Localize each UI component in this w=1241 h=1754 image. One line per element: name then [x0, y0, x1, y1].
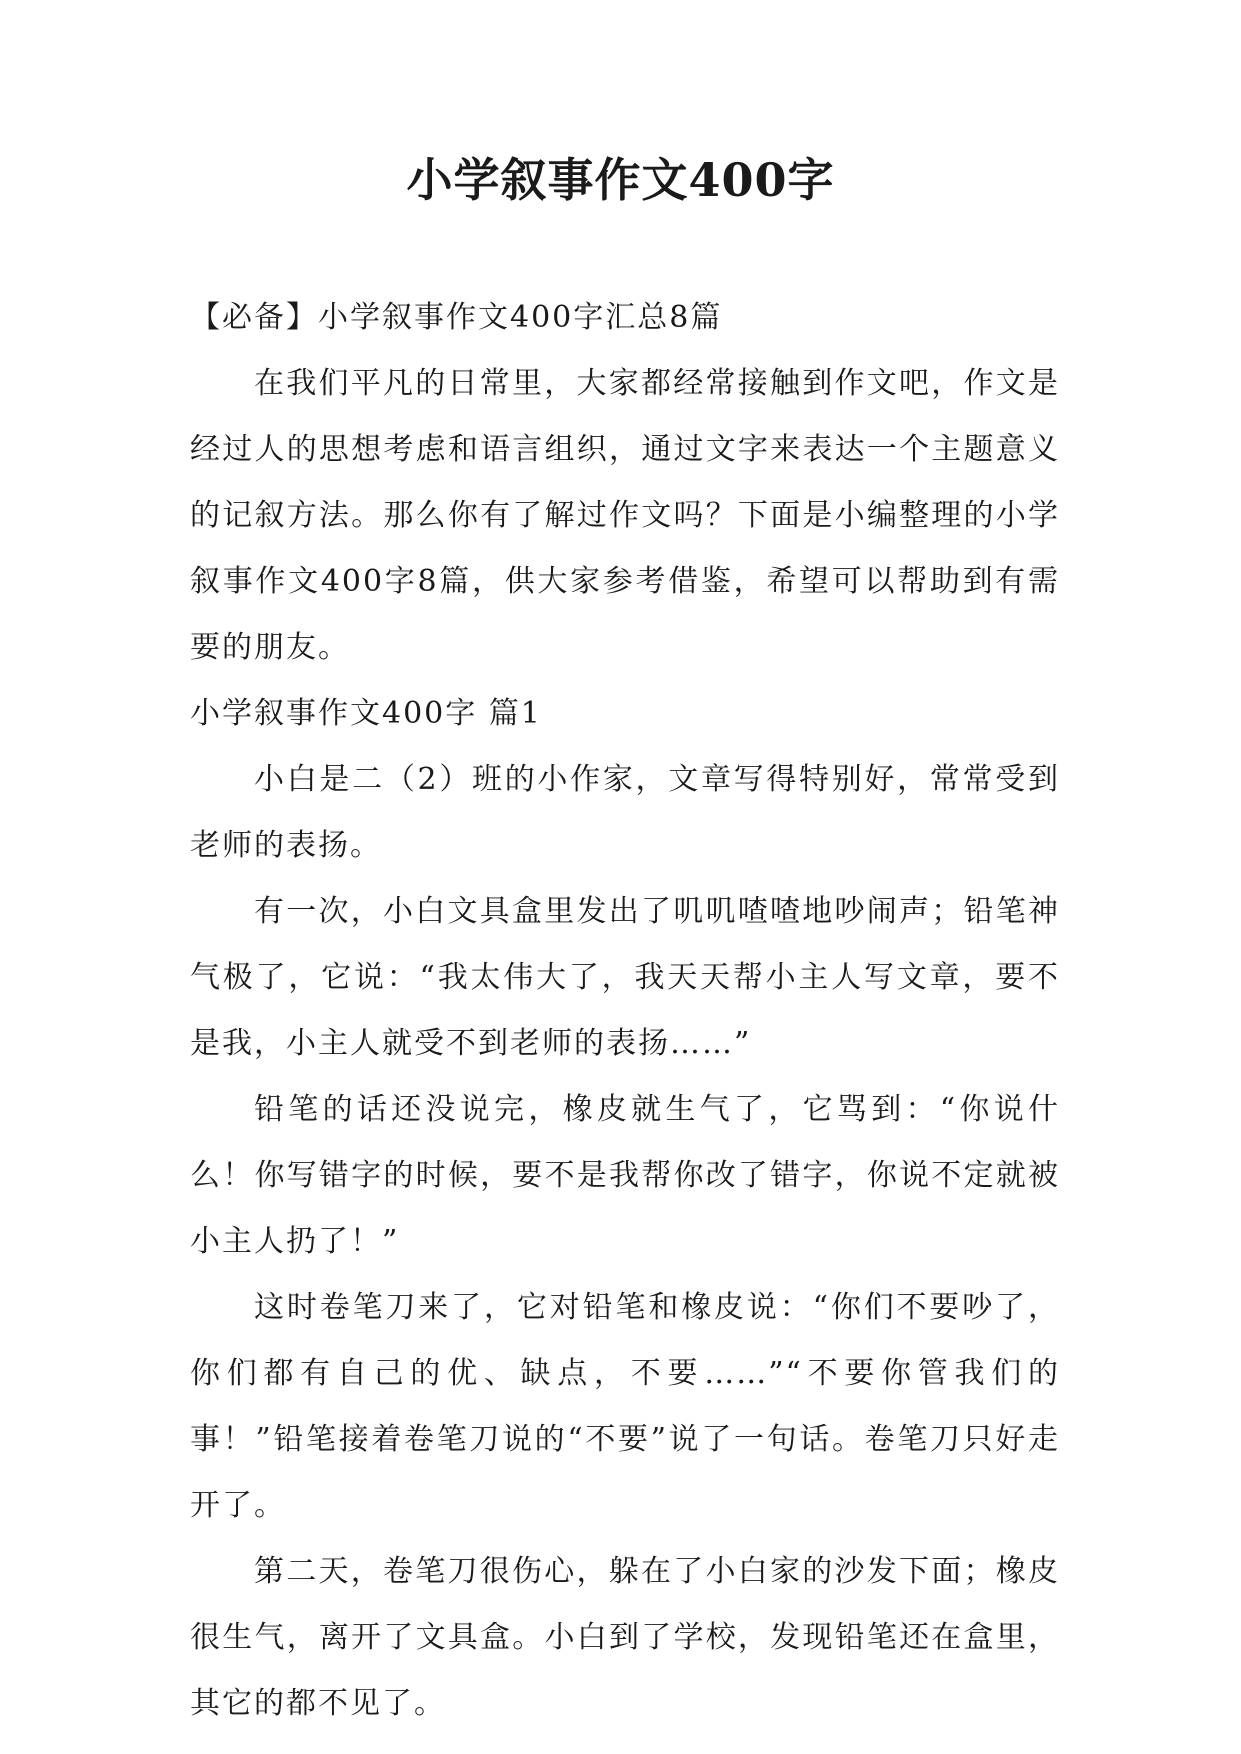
document-subtitle: 【必备】小学叙事作文400字汇总8篇 — [190, 300, 723, 335]
section-heading: 小学叙事作文400字 篇1 — [190, 696, 542, 731]
document-title: 小学叙事作文400字 — [406, 153, 835, 207]
body-paragraph: 铅笔的话还没说完，橡皮就生气了，它骂到：“你说什么！你写错字的时候，要不是我帮你改了错字，你说不定就被小主人扔了！” — [190, 1092, 1060, 1259]
body-paragraph: 有一次，小白文具盒里发出了叽叽喳喳地吵闹声；铅笔神气极了，它说：“我太伟大了，我天天帮小主人写文章，要不是我，小主人就受不到老师的表扬……” — [190, 894, 1060, 1061]
intro-paragraph: 在我们平凡的日常里，大家都经常接触到作文吧，作文是经过人的思想考虑和语言组织，通过文字来表达一个主题意义的记叙方法。那么你有了解过作文吗？下面是小编整理的小学叙事作文400字8篇，供大家参考借鉴，希望可以帮助到有需要的朋友。 — [190, 366, 1060, 665]
document-body — [190, 285, 1060, 1737]
body-paragraph: 这时卷笔刀来了，它对铅笔和橡皮说：“你们不要吵了，你们都有自己的优、缺点，不要……”“不要你管我们的事！”铅笔接着卷笔刀说的“不要”说了一句话。卷笔刀只好走开了。 — [190, 1290, 1060, 1523]
body-paragraph: 小白是二（2）班的小作家，文章写得特别好，常常受到老师的表扬。 — [190, 762, 1060, 863]
body-paragraph: 第二天，卷笔刀很伤心，躲在了小白家的沙发下面；橡皮很生气，离开了文具盒。小白到了学校，发现铅笔还在盒里，其它的都不见了。 — [190, 1554, 1060, 1721]
